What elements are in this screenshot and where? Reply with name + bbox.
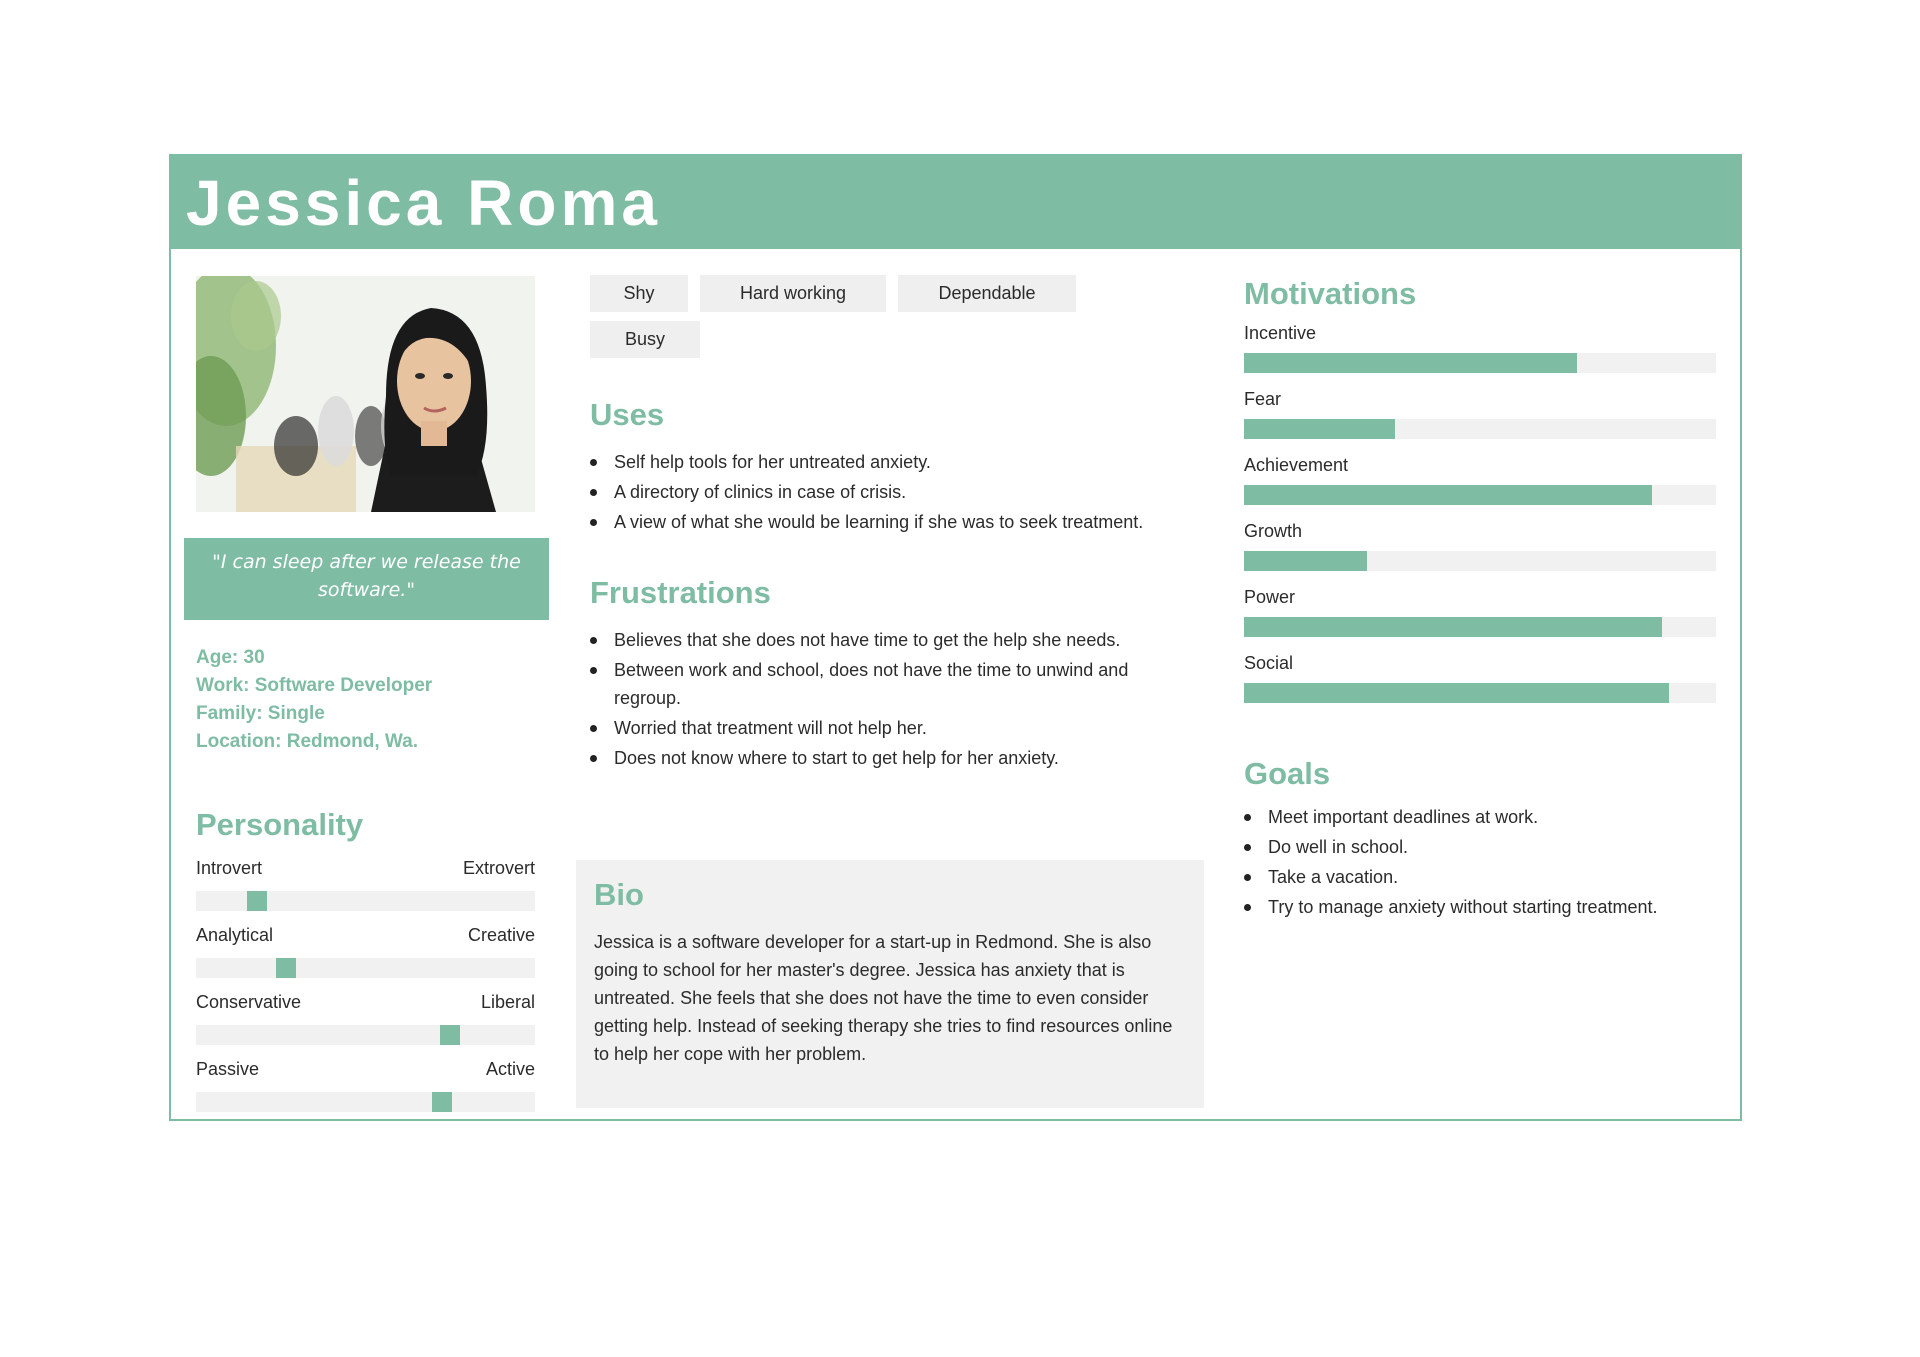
persona-header xyxy=(171,156,1740,249)
goals-title: Goals xyxy=(1244,756,1331,791)
trait-left-label: Passive xyxy=(196,1059,260,1079)
motivation-label: Incentive xyxy=(1244,323,1317,343)
motivation-item xyxy=(1244,453,1716,505)
trait-right-label: Creative xyxy=(467,925,535,945)
motivation-fill xyxy=(1244,617,1662,637)
info-work: Work: Software Developer xyxy=(196,675,433,696)
personality-trait xyxy=(196,923,535,978)
motivation-fill xyxy=(1244,683,1669,703)
trait-scale xyxy=(196,958,535,978)
list-item: A directory of clinics in case of crisis. xyxy=(590,478,1210,506)
frustrations-list xyxy=(590,626,1210,772)
trait-left-label: Analytical xyxy=(196,925,274,945)
motivation-label: Social xyxy=(1244,653,1294,673)
motivation-item xyxy=(1244,651,1716,703)
trait-right-label: Active xyxy=(485,1059,535,1079)
trait-scale xyxy=(196,1025,535,1045)
motivation-bar xyxy=(1244,617,1716,637)
trait-right-label: Extrovert xyxy=(462,858,535,878)
motivation-fill xyxy=(1244,419,1395,439)
personality-section xyxy=(196,806,535,1112)
persona-card xyxy=(169,154,1742,1121)
persona-info xyxy=(196,644,556,756)
trait-marker xyxy=(276,958,296,978)
motivation-item xyxy=(1244,387,1716,439)
motivation-label: Achievement xyxy=(1244,455,1349,475)
list-item: Do well in school. xyxy=(1244,833,1716,861)
motivations-title: Motivations xyxy=(1244,276,1417,311)
motivation-bar xyxy=(1244,683,1716,703)
personality-trait xyxy=(196,856,535,911)
motivations-list xyxy=(1244,321,1716,703)
frustrations-title: Frustrations xyxy=(590,575,771,610)
list-item: Does not know where to start to get help for her anxiety. xyxy=(590,744,1210,772)
personality-trait xyxy=(196,1057,535,1112)
bio-text: Jessica is a software developer for a start-up in Redmond. She is also going to school for her master's degree. Jessica has anxiety that is untreated. She feels that she does not have the time to even consider getting help. Instead of seeking therapy she tries to find resources online to help her cope with her problem. xyxy=(594,932,1173,1064)
list-item: Worried that treatment will not help her. xyxy=(590,714,1210,742)
list-item: A view of what she would be learning if she was to seek treatment. xyxy=(590,508,1154,536)
motivation-item xyxy=(1244,585,1716,637)
personality-trait xyxy=(196,990,535,1045)
persona-name: Jessica Roma xyxy=(186,167,661,239)
motivation-fill xyxy=(1244,353,1577,373)
motivation-label: Fear xyxy=(1244,389,1282,409)
trait-tags xyxy=(590,275,1090,367)
list-item: Believes that she does not have time to get the help she needs. xyxy=(590,626,1154,654)
persona-photo-image xyxy=(196,276,535,512)
motivation-bar xyxy=(1244,419,1716,439)
trait-left-label: Introvert xyxy=(196,858,263,878)
trait-marker xyxy=(440,1025,460,1045)
tag: Busy xyxy=(590,321,700,358)
list-item: Try to manage anxiety without starting treatment. xyxy=(1244,893,1716,921)
trait-marker xyxy=(247,891,267,911)
info-family: Family: Single xyxy=(196,703,325,724)
trait-left-label: Conservative xyxy=(196,992,302,1012)
trait-marker xyxy=(432,1092,452,1112)
tag: Dependable xyxy=(898,275,1076,312)
motivation-item xyxy=(1244,519,1716,571)
motivation-label: Power xyxy=(1244,587,1296,607)
tag: Shy xyxy=(590,275,688,312)
middle-column xyxy=(590,275,1210,774)
motivation-label: Growth xyxy=(1244,521,1303,541)
motivation-bar xyxy=(1244,485,1716,505)
list-item: Self help tools for her untreated anxiety. xyxy=(590,448,1210,476)
info-location: Location: Redmond, Wa. xyxy=(196,731,419,752)
personality-title: Personality xyxy=(196,807,364,842)
list-item: Meet important deadlines at work. xyxy=(1244,803,1716,831)
motivation-fill xyxy=(1244,485,1652,505)
uses-list xyxy=(590,448,1210,536)
list-item: Take a vacation. xyxy=(1244,863,1716,891)
tag: Hard working xyxy=(700,275,886,312)
uses-title: Uses xyxy=(590,397,665,432)
trait-right-label: Liberal xyxy=(480,992,535,1012)
motivation-fill xyxy=(1244,551,1367,571)
trait-scale xyxy=(196,891,535,911)
motivation-item xyxy=(1244,321,1716,373)
bio-title: Bio xyxy=(594,877,644,912)
list-item: Between work and school, does not have the time to unwind and regroup. xyxy=(590,656,1194,712)
goals-list xyxy=(1244,803,1716,921)
bio-section xyxy=(576,860,1204,1108)
motivation-bar xyxy=(1244,353,1716,373)
motivation-bar xyxy=(1244,551,1716,571)
persona-quote: "I can sleep after we release the software." xyxy=(184,538,549,620)
persona-photo xyxy=(196,276,535,512)
right-column xyxy=(1244,275,1716,923)
trait-scale xyxy=(196,1092,535,1112)
info-age: Age: 30 xyxy=(196,647,265,668)
